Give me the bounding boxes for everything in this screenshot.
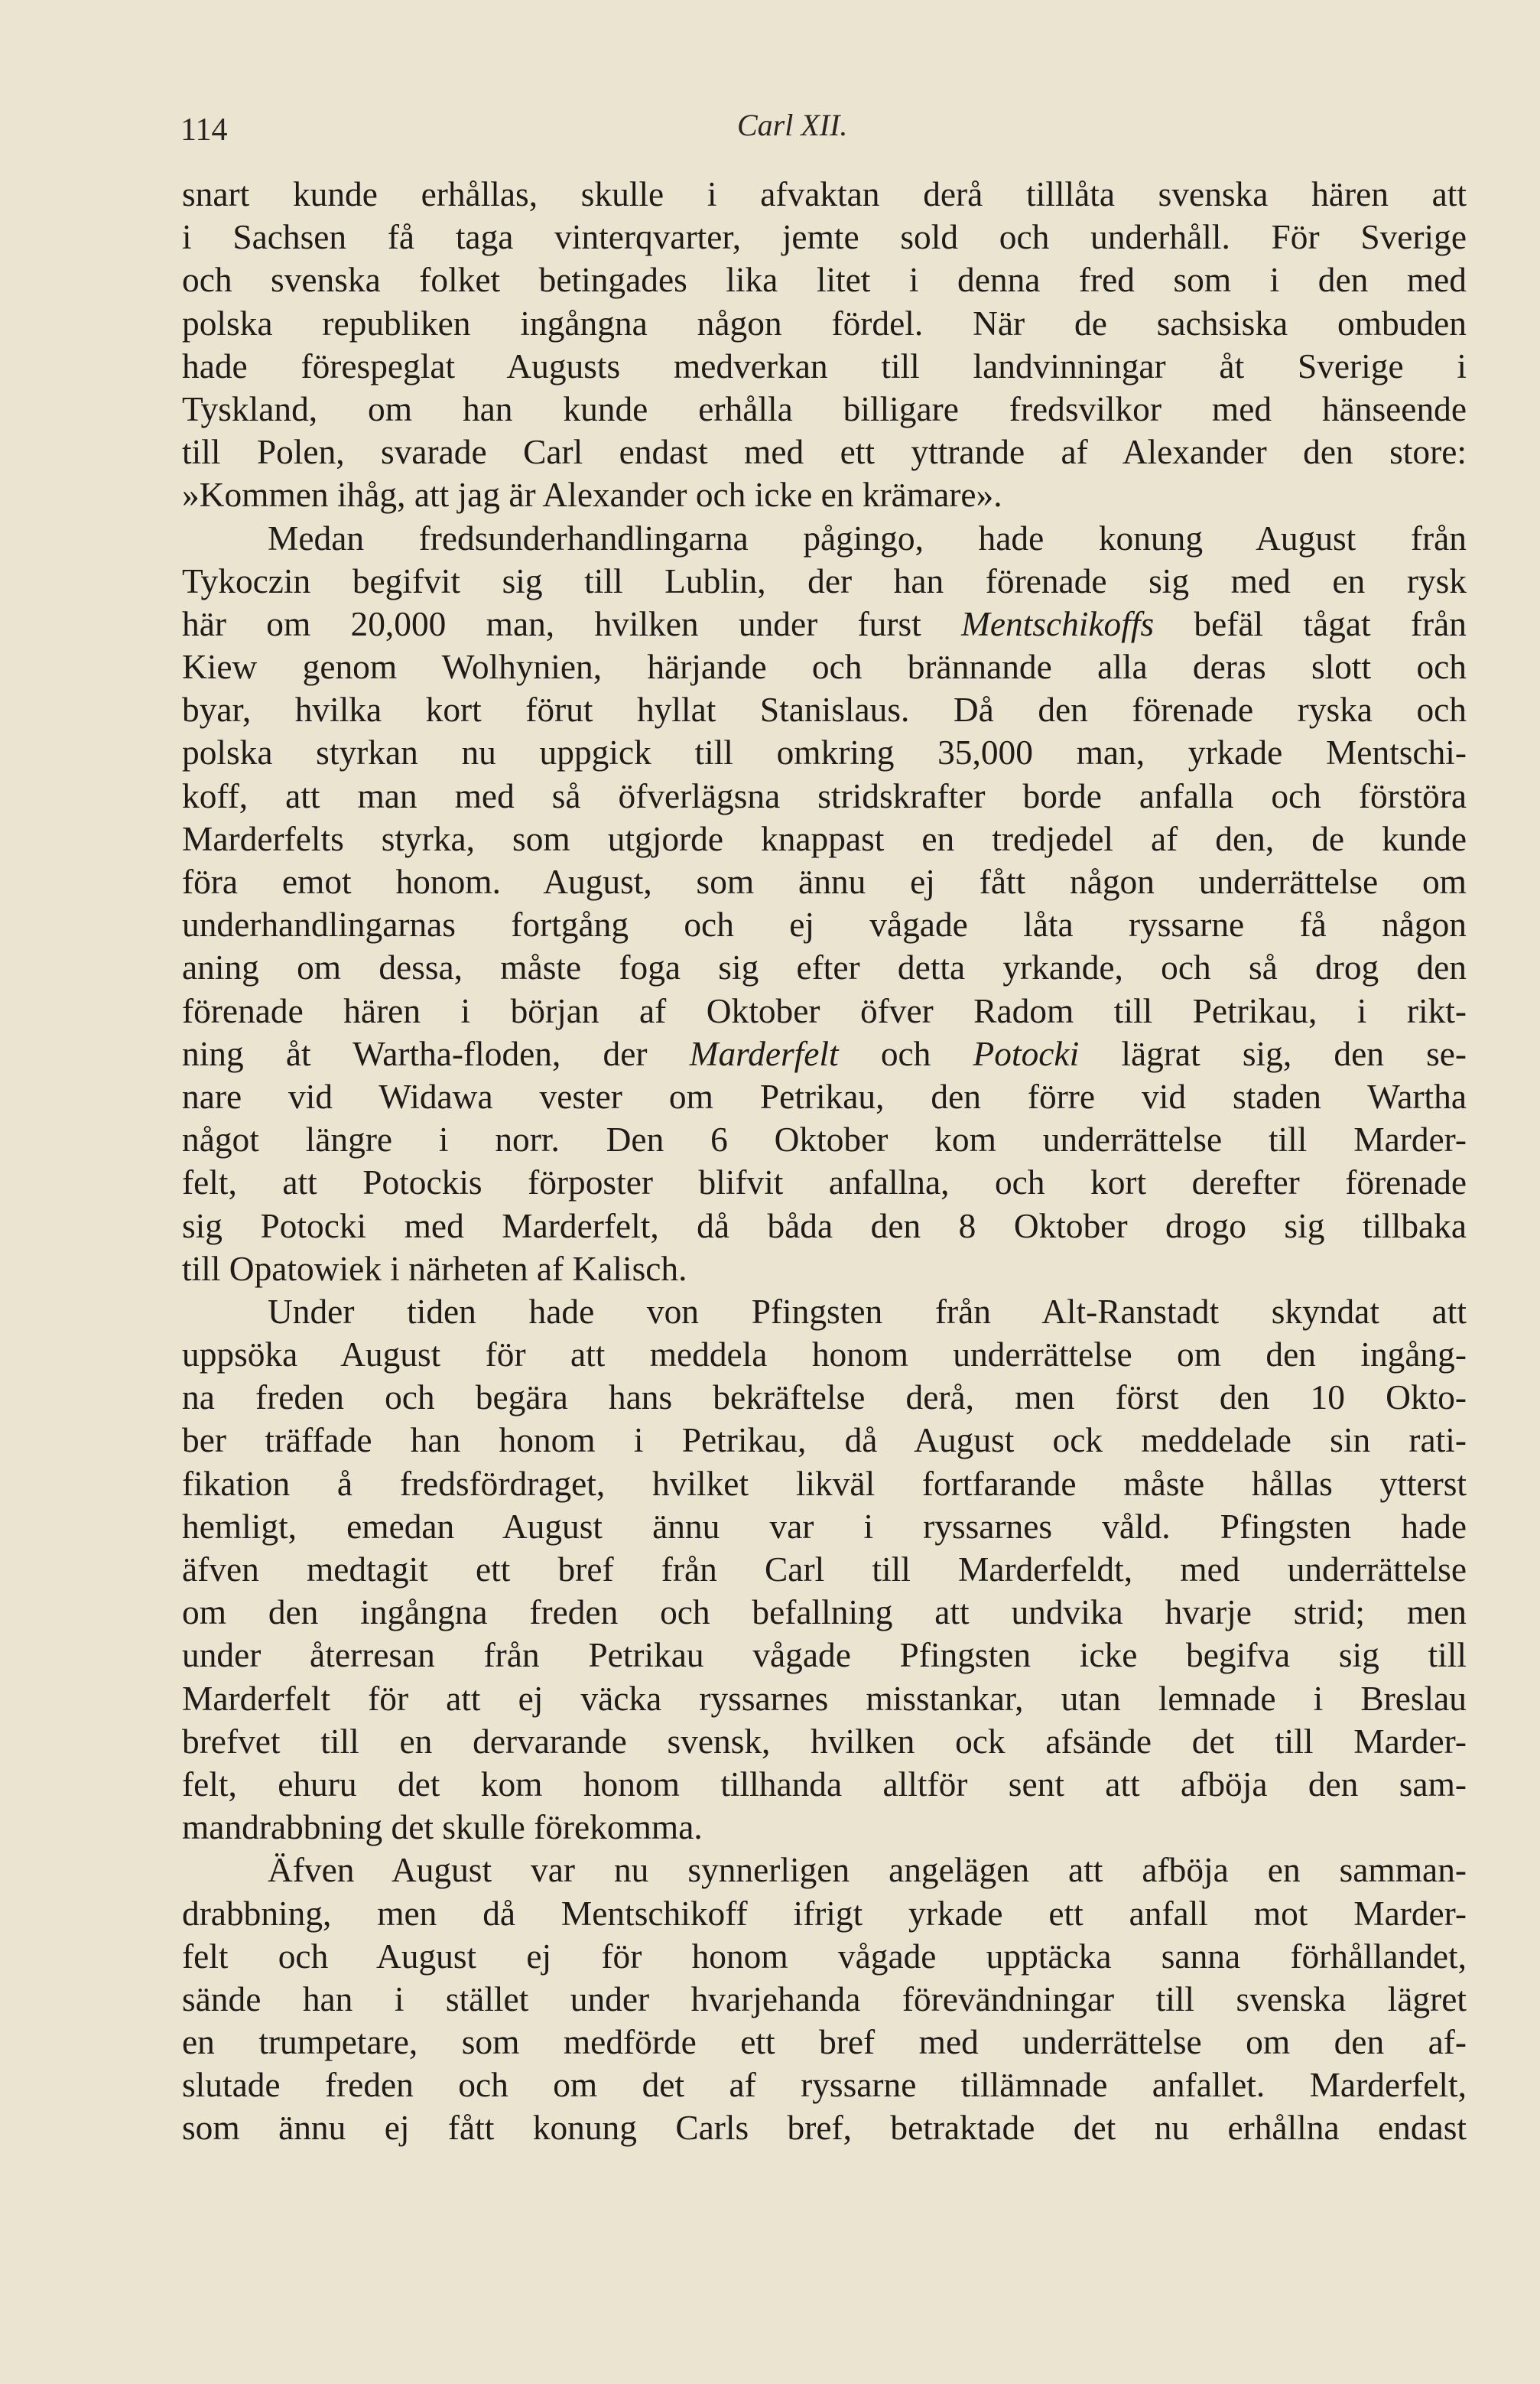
text-line: Kiew genom Wolhynien, härjande och brännande alla deras slott och bbox=[182, 648, 1467, 687]
line-segment: och bbox=[838, 1034, 973, 1073]
text-line bbox=[182, 603, 1467, 646]
text-line: ber träffade han honom i Petrikau, då August ock meddelade sin rati- bbox=[182, 1421, 1467, 1460]
text-line: hemligt, emedan August ännu var i ryssarnes våld. Pfingsten hade bbox=[182, 1507, 1467, 1546]
italic-name: Marderfelt bbox=[689, 1034, 839, 1073]
text-line: na freden och begära hans bekräftelse derå, men först den 10 Okto- bbox=[182, 1378, 1467, 1417]
text-line: Marderfelts styrka, som utgjorde knappast en tredjedel af den, de kunde bbox=[182, 819, 1467, 858]
text-line: om den ingångna freden och befallning att undvika hvarje strid; men bbox=[182, 1593, 1467, 1632]
body-text bbox=[182, 173, 1467, 2150]
text-line: fikation å fredsfördraget, hvilket likväl fortfarande måste hållas ytterst bbox=[182, 1464, 1467, 1503]
text-line: i Sachsen få taga vinterqvarter, jemte sold och underhåll. För Sverige bbox=[182, 218, 1467, 257]
running-head: Carl XII. bbox=[737, 108, 848, 142]
text-line: nare vid Widawa vester om Petrikau, den förre vid staden Wartha bbox=[182, 1077, 1467, 1116]
text-line: äfven medtagit ett bref från Carl till Marderfeldt, med underrättelse bbox=[182, 1550, 1467, 1589]
text-line bbox=[182, 1033, 1467, 1075]
text-line: slutade freden och om det af ryssarne tillämnade anfallet. Marderfelt, bbox=[182, 2066, 1467, 2105]
text-line: Tykoczin begifvit sig till Lublin, der han förenade sig med en rysk bbox=[182, 561, 1467, 600]
line-segment: ning åt Wartha-floden, der bbox=[182, 1034, 690, 1073]
line-segment: befäl tågat från bbox=[1154, 604, 1467, 643]
text-line: sig Potocki med Marderfelt, då båda den 8 Oktober drogo sig tillbaka bbox=[182, 1206, 1467, 1245]
text-line: byar, hvilka kort förut hyllat Stanislaus. Då den förenade ryska och bbox=[182, 691, 1467, 730]
text-line: brefvet till en dervarande svensk, hvilken ock afsände det till Marder- bbox=[182, 1722, 1467, 1761]
text-line: som ännu ej fått konung Carls bref, betraktade det nu erhållna endast bbox=[182, 2109, 1467, 2148]
page-header bbox=[180, 107, 1465, 161]
line-segment: här om 20,000 man, hvilken under furst bbox=[182, 604, 962, 643]
text-line: mandrabbning det skulle förekomma. bbox=[182, 1808, 703, 1847]
text-line: polska republiken ingångna någon fördel. När de sachsiska ombuden bbox=[182, 304, 1467, 343]
italic-name: Mentschikoffs bbox=[961, 604, 1155, 643]
paragraph-start-line: Medan fredsunderhandlingarna pågingo, hade konung August från bbox=[268, 519, 1467, 558]
line-segment: lägrat sig, den se- bbox=[1079, 1034, 1467, 1073]
paragraph-start-line: Under tiden hade von Pfingsten från Alt-Ranstadt skyndat att bbox=[268, 1292, 1467, 1331]
text-line: under återresan från Petrikau vågade Pfingsten icke begifva sig till bbox=[182, 1636, 1467, 1675]
text-line: en trumpetare, som medförde ett bref med underrättelse om den af- bbox=[182, 2023, 1467, 2062]
page-number: 114 bbox=[180, 112, 228, 148]
text-line: drabbning, men då Mentschikoff ifrigt yrkade ett anfall mot Marder- bbox=[182, 1894, 1467, 1933]
text-line: till Polen, svarade Carl endast med ett yttrande af Alexander den store: bbox=[182, 433, 1467, 472]
text-line: förenade hären i början af Oktober öfver Radom till Petrikau, i rikt- bbox=[182, 991, 1467, 1030]
text-line: koff, att man med så öfverlägsna stridskrafter borde anfalla och förstöra bbox=[182, 776, 1467, 815]
text-line: felt, att Potockis förposter blifvit anfallna, och kort derefter förenade bbox=[182, 1163, 1467, 1202]
text-line: felt och August ej för honom vågade upptäcka sanna förhållandet, bbox=[182, 1937, 1467, 1976]
text-line: aning om dessa, måste foga sig efter detta yrkande, och så drog den bbox=[182, 948, 1467, 987]
text-line: och svenska folket betingades lika litet i denna fred som i den med bbox=[182, 261, 1467, 300]
text-line: något längre i norr. Den 6 Oktober kom underrättelse till Marder- bbox=[182, 1120, 1467, 1159]
text-line: uppsöka August för att meddela honom underrättelse om den ingång- bbox=[182, 1335, 1467, 1374]
paragraph-start-line: Äfven August var nu synnerligen angelägen att afböja en samman- bbox=[268, 1851, 1467, 1890]
text-line: felt, ehuru det kom honom tillhanda alltför sent att afböja den sam- bbox=[182, 1764, 1467, 1803]
text-line: snart kunde erhållas, skulle i afvaktan derå tilllåta svenska hären att bbox=[182, 175, 1467, 213]
text-line: sände han i stället under hvarjehanda förevändningar till svenska lägret bbox=[182, 1979, 1467, 2018]
text-line: Tyskland, om han kunde erhålla billigare fredsvilkor med hänseende bbox=[182, 389, 1467, 428]
italic-name: Potocki bbox=[973, 1034, 1080, 1073]
text-line: polska styrkan nu uppgick till omkring 35,000 man, yrkade Mentschi- bbox=[182, 733, 1467, 772]
text-line: »Kommen ihåg, att jag är Alexander och icke en krämare». bbox=[182, 476, 1002, 515]
text-line: föra emot honom. August, som ännu ej fått någon underrättelse om bbox=[182, 863, 1467, 901]
text-line: underhandlingarnas fortgång och ej vågade låta ryssarne få någon bbox=[182, 906, 1467, 945]
text-line: hade förespeglat Augusts medverkan till landvinningar åt Sverige i bbox=[182, 346, 1467, 385]
text-line: till Opatowiek i närheten af Kalisch. bbox=[182, 1249, 687, 1288]
text-line: Marderfelt för att ej väcka ryssarnes misstankar, utan lemnade i Breslau bbox=[182, 1679, 1467, 1718]
